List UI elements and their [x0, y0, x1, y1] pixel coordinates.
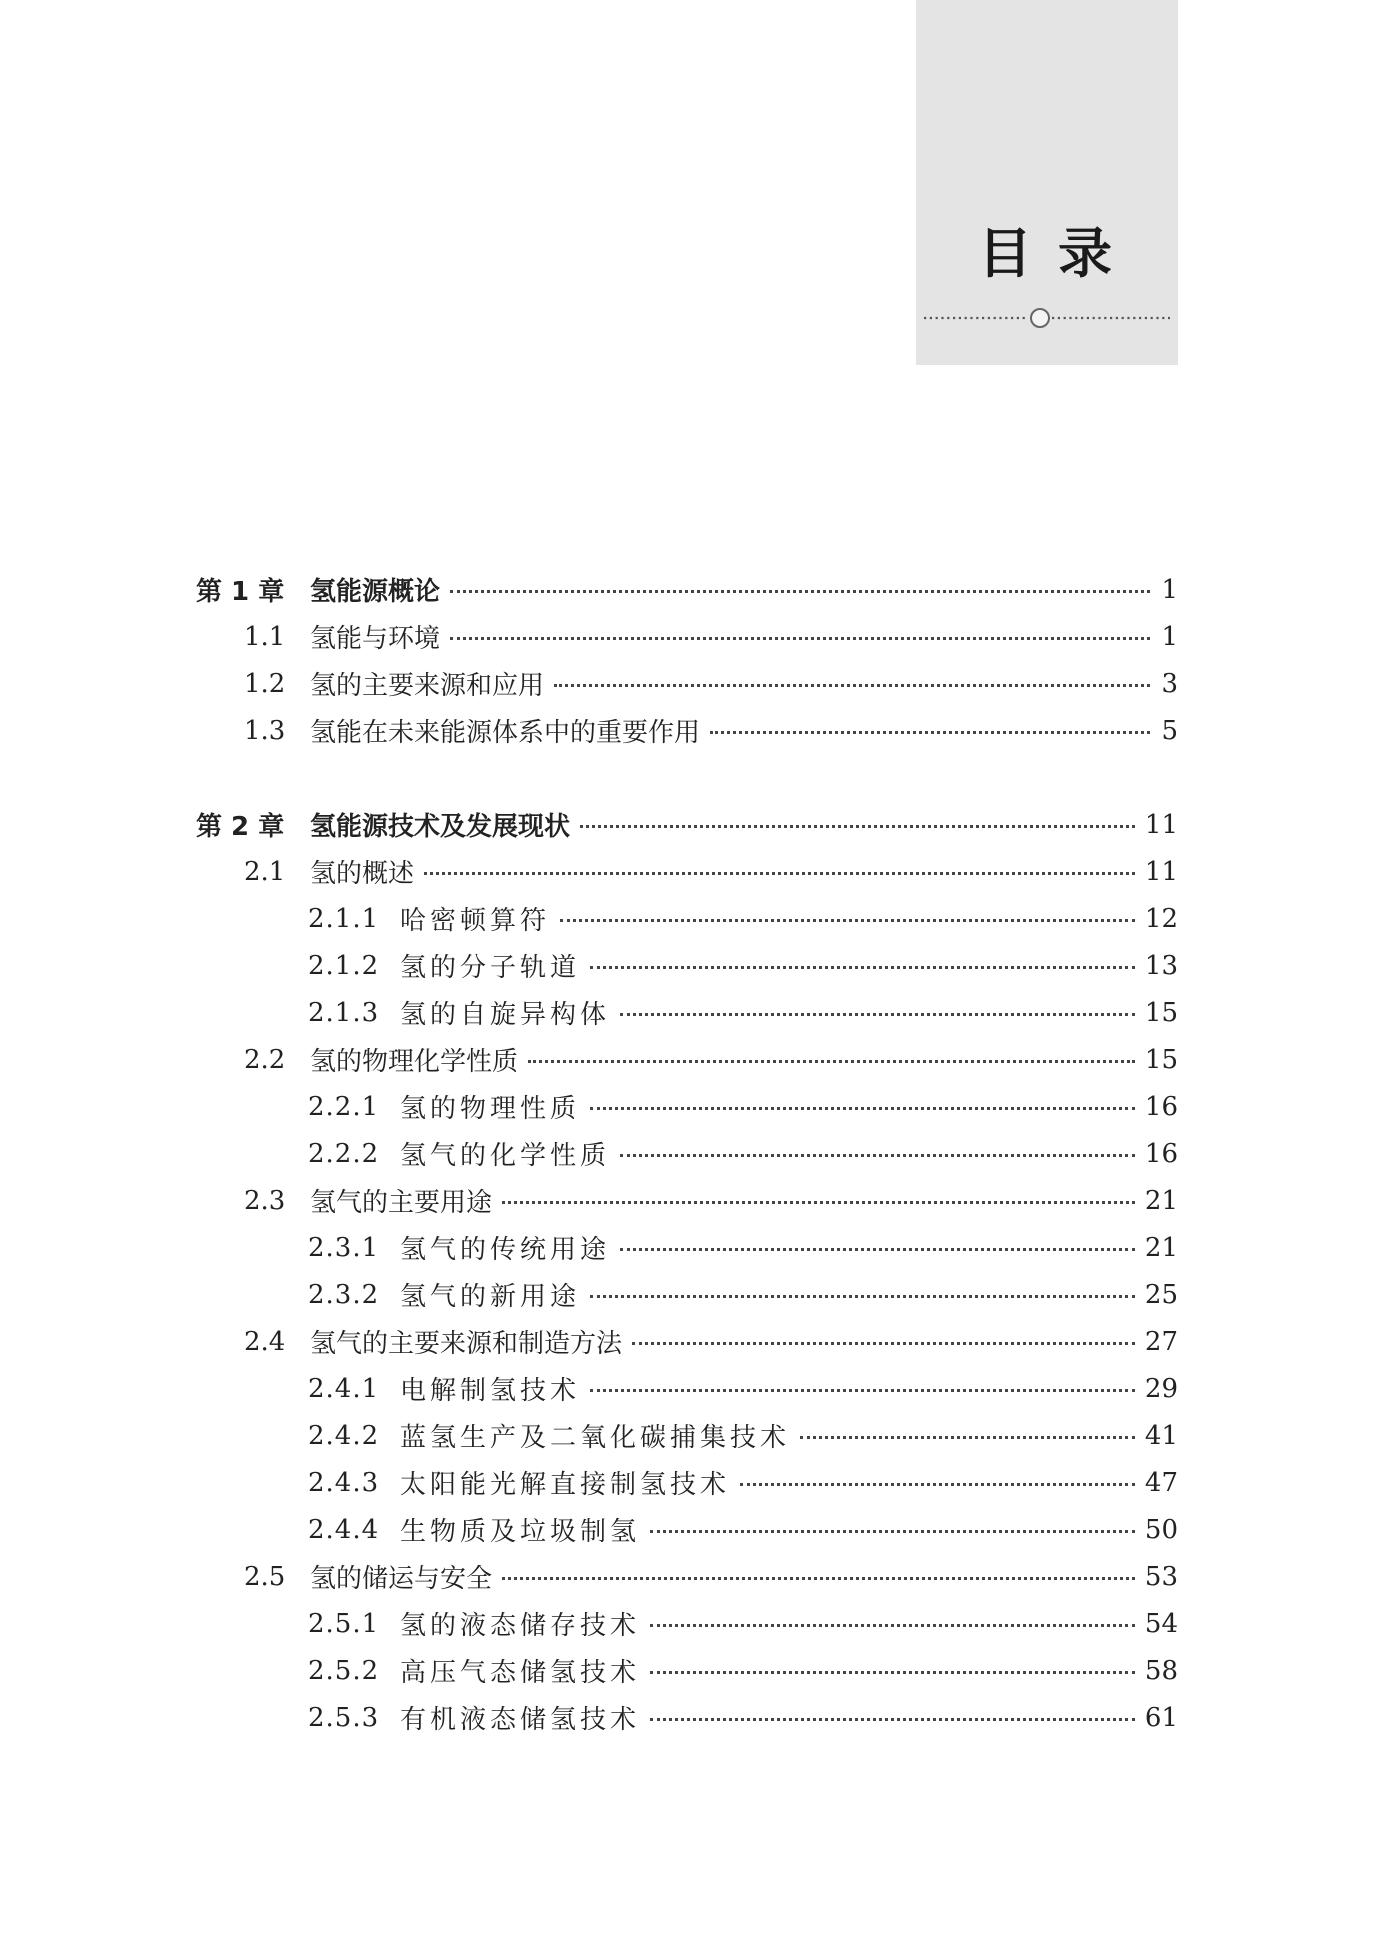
- toc-dot-leader: [632, 1342, 1135, 1345]
- toc-entry-title: 有机液态储氢技术: [400, 1705, 641, 1735]
- chapter-spacer: [196, 754, 1178, 801]
- toc-entry-number: 1.2: [244, 668, 286, 699]
- toc-entry-title: 蓝氢生产及二氧化碳捕集技术: [400, 1423, 791, 1453]
- toc-subsection-entry[interactable]: [196, 1412, 1178, 1459]
- toc-dot-leader: [650, 1671, 1135, 1674]
- toc-entry-title: 氢气的主要用途: [310, 1188, 493, 1218]
- toc-dot-leader: [554, 684, 1150, 687]
- toc-page-number: 11: [1144, 856, 1178, 887]
- toc-subsection-entry[interactable]: [196, 1224, 1178, 1271]
- toc-entry-title: 生物质及垃圾制氢: [400, 1517, 641, 1547]
- toc-entry-title: 氢的储运与安全: [310, 1564, 493, 1594]
- toc-entry-number: 2.5.3: [308, 1702, 380, 1733]
- toc-dot-leader: [450, 590, 1150, 593]
- toc-entry-title: 氢能在未来能源体系中的重要作用: [310, 718, 701, 748]
- toc-page-number: 53: [1144, 1561, 1178, 1592]
- toc-entry-number: 1.1: [244, 621, 286, 652]
- toc-dot-leader: [620, 1013, 1135, 1016]
- toc-page-number: 11: [1144, 809, 1178, 840]
- toc-page-number: 13: [1144, 950, 1178, 981]
- toc-section-entry[interactable]: [196, 1553, 1178, 1600]
- toc-page-number: 27: [1144, 1326, 1178, 1357]
- toc-page-number: 3: [1161, 668, 1178, 699]
- toc-entry-title: 氢气的新用途: [400, 1282, 581, 1312]
- toc-dot-leader: [620, 1248, 1135, 1251]
- toc-section-entry[interactable]: [196, 1177, 1178, 1224]
- toc-page-number: 1: [1161, 621, 1178, 652]
- page-title: 目录: [978, 221, 1138, 285]
- toc-subsection-entry[interactable]: [196, 1647, 1178, 1694]
- toc-page-number: 47: [1144, 1467, 1178, 1498]
- toc-page-number: 58: [1144, 1655, 1178, 1686]
- title-ornament-rule: [922, 307, 1172, 329]
- toc-entry-number: 2.3: [244, 1185, 286, 1216]
- toc-entry-title: 太阳能光解直接制氢技术: [400, 1470, 731, 1500]
- toc-section-entry[interactable]: [196, 848, 1178, 895]
- toc-page-number: 16: [1144, 1138, 1178, 1169]
- toc-entry-number: 2.3.1: [308, 1232, 380, 1263]
- toc-page-number: 12: [1144, 903, 1178, 934]
- toc-dot-leader: [650, 1530, 1135, 1533]
- toc-entry-number: 2.2.2: [308, 1138, 380, 1169]
- toc-entry-number: 2.1.3: [308, 997, 380, 1028]
- toc-dot-leader: [740, 1483, 1135, 1486]
- toc-dot-leader: [590, 1107, 1135, 1110]
- toc-entry-number: 第 1 章: [196, 577, 285, 607]
- toc-page-number: 5: [1161, 715, 1178, 746]
- toc-page-number: 16: [1144, 1091, 1178, 1122]
- toc-dot-leader: [560, 919, 1135, 922]
- toc-entry-number: 2.5.2: [308, 1655, 380, 1686]
- toc-entry-number: 2.1.2: [308, 950, 380, 981]
- toc-page-number: 25: [1144, 1279, 1178, 1310]
- toc-dot-leader: [590, 1295, 1135, 1298]
- toc-entry-number: 第 2 章: [196, 812, 285, 842]
- toc-entry-title: 氢的自旋异构体: [400, 1000, 611, 1030]
- toc-entry-number: 2.1: [244, 856, 286, 887]
- toc-dot-leader: [424, 872, 1135, 875]
- toc-entry-title: 氢的概述: [310, 859, 415, 889]
- toc-chapter-entry[interactable]: [196, 801, 1178, 848]
- toc-section-entry[interactable]: [196, 613, 1178, 660]
- toc-dot-leader: [590, 1389, 1135, 1392]
- toc-subsection-entry[interactable]: [196, 1365, 1178, 1412]
- toc-entry-number: 2.2: [244, 1044, 286, 1075]
- toc-entry-number: 2.5.1: [308, 1608, 380, 1639]
- toc-entry-title: 氢气的主要来源和制造方法: [310, 1329, 623, 1359]
- toc-entry-number: 2.4.3: [308, 1467, 380, 1498]
- toc-subsection-entry[interactable]: [196, 1600, 1178, 1647]
- toc-page-number: 21: [1144, 1232, 1178, 1263]
- toc-subsection-entry[interactable]: [196, 1506, 1178, 1553]
- toc-entry-title: 氢的物理性质: [400, 1094, 581, 1124]
- toc-entry-title: 氢气的化学性质: [400, 1141, 611, 1171]
- toc-entry-title: 哈密顿算符: [400, 906, 551, 936]
- toc-dot-leader: [650, 1624, 1135, 1627]
- toc-entry-title: 电解制氢技术: [400, 1376, 581, 1406]
- toc-page-number: 29: [1144, 1373, 1178, 1404]
- toc-chapter-entry[interactable]: [196, 566, 1178, 613]
- toc-page-number: 50: [1144, 1514, 1178, 1545]
- toc-subsection-entry[interactable]: [196, 1694, 1178, 1741]
- ornament-circle: [1031, 309, 1049, 327]
- toc-section-entry[interactable]: [196, 1318, 1178, 1365]
- toc-entry-number: 2.1.1: [308, 903, 380, 934]
- toc-page-number: 61: [1144, 1702, 1178, 1733]
- toc-entry-number: 1.3: [244, 715, 286, 746]
- toc-dot-leader: [590, 966, 1135, 969]
- toc-entry-number: 2.2.1: [308, 1091, 380, 1122]
- toc-subsection-entry[interactable]: [196, 895, 1178, 942]
- toc-section-entry[interactable]: [196, 707, 1178, 754]
- toc-subsection-entry[interactable]: [196, 989, 1178, 1036]
- table-of-contents: [196, 566, 1178, 1741]
- toc-dot-leader: [710, 731, 1150, 734]
- toc-subsection-entry[interactable]: [196, 942, 1178, 989]
- toc-entry-title: 氢气的传统用途: [400, 1235, 611, 1265]
- toc-page-number: 15: [1144, 1044, 1178, 1075]
- toc-entry-number: 2.5: [244, 1561, 286, 1592]
- toc-entry-number: 2.4.1: [308, 1373, 380, 1404]
- toc-entry-number: 2.4: [244, 1326, 286, 1357]
- title-block: [916, 0, 1178, 365]
- toc-subsection-entry[interactable]: [196, 1271, 1178, 1318]
- toc-entry-title: 氢的物理化学性质: [310, 1047, 519, 1077]
- toc-section-entry[interactable]: [196, 660, 1178, 707]
- toc-subsection-entry[interactable]: [196, 1130, 1178, 1177]
- toc-entry-number: 2.4.4: [308, 1514, 380, 1545]
- toc-entry-number: 2.4.2: [308, 1420, 380, 1451]
- toc-section-entry[interactable]: [196, 1036, 1178, 1083]
- toc-subsection-entry[interactable]: [196, 1459, 1178, 1506]
- toc-dot-leader: [800, 1436, 1135, 1439]
- toc-dot-leader: [502, 1201, 1135, 1204]
- toc-entry-title: 氢的分子轨道: [400, 953, 581, 983]
- toc-dot-leader: [528, 1060, 1135, 1063]
- toc-entry-title: 高压气态储氢技术: [400, 1658, 641, 1688]
- toc-dot-leader: [650, 1718, 1135, 1721]
- toc-entry-title: 氢能源技术及发展现状: [310, 812, 571, 842]
- toc-dot-leader: [502, 1577, 1135, 1580]
- toc-page-number: 21: [1144, 1185, 1178, 1216]
- toc-dot-leader: [580, 825, 1135, 828]
- toc-entry-title: 氢能与环境: [310, 624, 441, 654]
- toc-subsection-entry[interactable]: [196, 1083, 1178, 1130]
- toc-entry-title: 氢能源概论: [310, 577, 441, 607]
- toc-entry-title: 氢的液态储存技术: [400, 1611, 641, 1641]
- toc-page-number: 15: [1144, 997, 1178, 1028]
- toc-entry-title: 氢的主要来源和应用: [310, 671, 545, 701]
- toc-page-number: 1: [1161, 574, 1178, 605]
- toc-dot-leader: [450, 637, 1150, 640]
- toc-entry-number: 2.3.2: [308, 1279, 380, 1310]
- toc-dot-leader: [620, 1154, 1135, 1157]
- toc-page-number: 41: [1144, 1420, 1178, 1451]
- toc-page-number: 54: [1144, 1608, 1178, 1639]
